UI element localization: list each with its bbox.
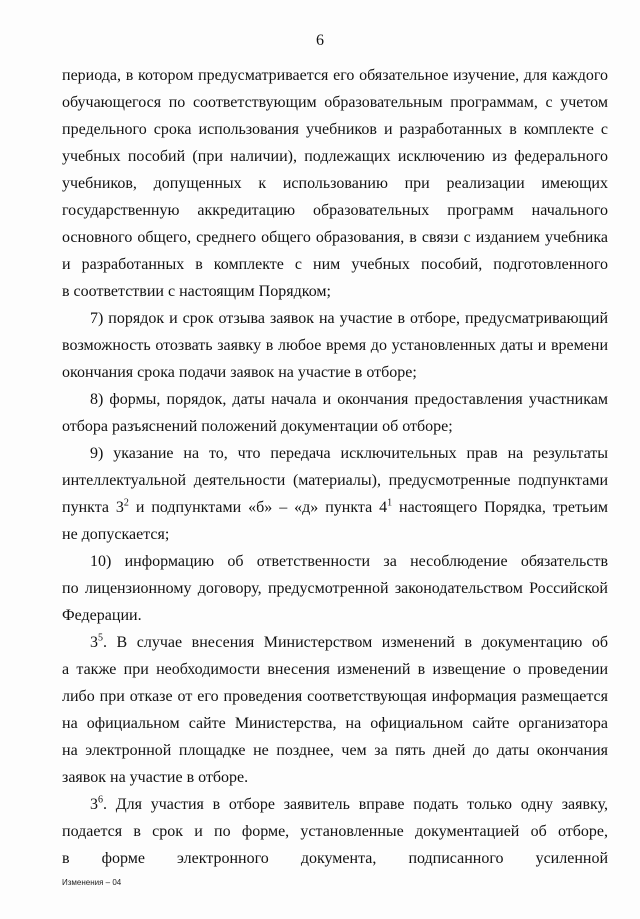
footer-note: Изменения – 04 bbox=[62, 878, 122, 887]
text-line: пункта $3^2$ и подпунктами «б» – «д» пункта $4^1$ настоящего Порядка, третьим bbox=[62, 497, 608, 516]
text-line: предельного срока использования учебников и разработанных в комплекте с bbox=[62, 121, 608, 138]
text-line: отбора разъяснений положений документации об отборе; bbox=[62, 418, 453, 435]
text-line: подается в срок и по форме, установленные документацией об отборе, bbox=[62, 823, 608, 840]
text-line: $3^6$. Для участия в отборе заявитель вправе подать только одну заявку, bbox=[90, 794, 608, 813]
text-line: и разработанных в комплекте с ним учебных пособий, подготовленного bbox=[62, 256, 608, 273]
text-line: не допускается; bbox=[62, 526, 170, 543]
text-line: заявок на участие в отборе. bbox=[62, 769, 249, 786]
body-text bbox=[62, 62, 608, 872]
text-line: окончания срока подачи заявок на участие в отборе; bbox=[62, 364, 417, 381]
text-line: возможность отозвать заявку в любое время до установленных даты и времени bbox=[62, 337, 608, 354]
text-line: основного общего, среднего общего образования, в связи с изданием учебника bbox=[62, 229, 608, 246]
text-line: 9) указание на то, что передача исключительных прав на результаты bbox=[90, 445, 608, 462]
text-line: а также при необходимости внесения изменений в извещение о проведении bbox=[62, 661, 608, 678]
text-line: на электронной площадке не позднее, чем за пять дней до даты окончания bbox=[62, 742, 608, 759]
page-number: 6 bbox=[316, 32, 324, 49]
text-line: $3^5$. В случае внесения Министерством изменений в документацию об bbox=[90, 632, 608, 651]
text-line: учебников, допущенных к использованию при реализации имеющих bbox=[62, 175, 608, 192]
text-line: либо при отказе от его проведения соответствующая информация размещается bbox=[62, 688, 608, 705]
text-line: 10) информацию об ответственности за несоблюдение обязательств bbox=[90, 553, 608, 570]
text-line: учебных пособий (при наличии), подлежащих исключению из федерального bbox=[62, 148, 608, 165]
text-line: государственную аккредитацию образовательных программ начального bbox=[62, 202, 608, 219]
text-line: интеллектуальной деятельности (материалы), предусмотренные подпунктами bbox=[62, 472, 608, 489]
text-line: 8) формы, порядок, даты начала и окончания предоставления участникам bbox=[90, 391, 608, 408]
text-line: периода, в котором предусматривается его обязательное изучение, для каждого bbox=[62, 67, 608, 84]
text-line: на официальном сайте Министерства, на официальном сайте организатора bbox=[62, 715, 608, 732]
text-line: 7) порядок и срок отзыва заявок на участие в отборе, предусматривающий bbox=[90, 310, 608, 327]
text-line: обучающегося по соответствующим образовательным программам, с учетом bbox=[62, 94, 608, 111]
text-line: Федерации. bbox=[62, 607, 142, 624]
text-line: в форме электронного документа, подписанного усиленной bbox=[62, 850, 608, 867]
text-line: по лицензионному договору, предусмотренной законодательством Российской bbox=[62, 580, 608, 597]
text-line: в соответствии с настоящим Порядком; bbox=[62, 283, 331, 300]
